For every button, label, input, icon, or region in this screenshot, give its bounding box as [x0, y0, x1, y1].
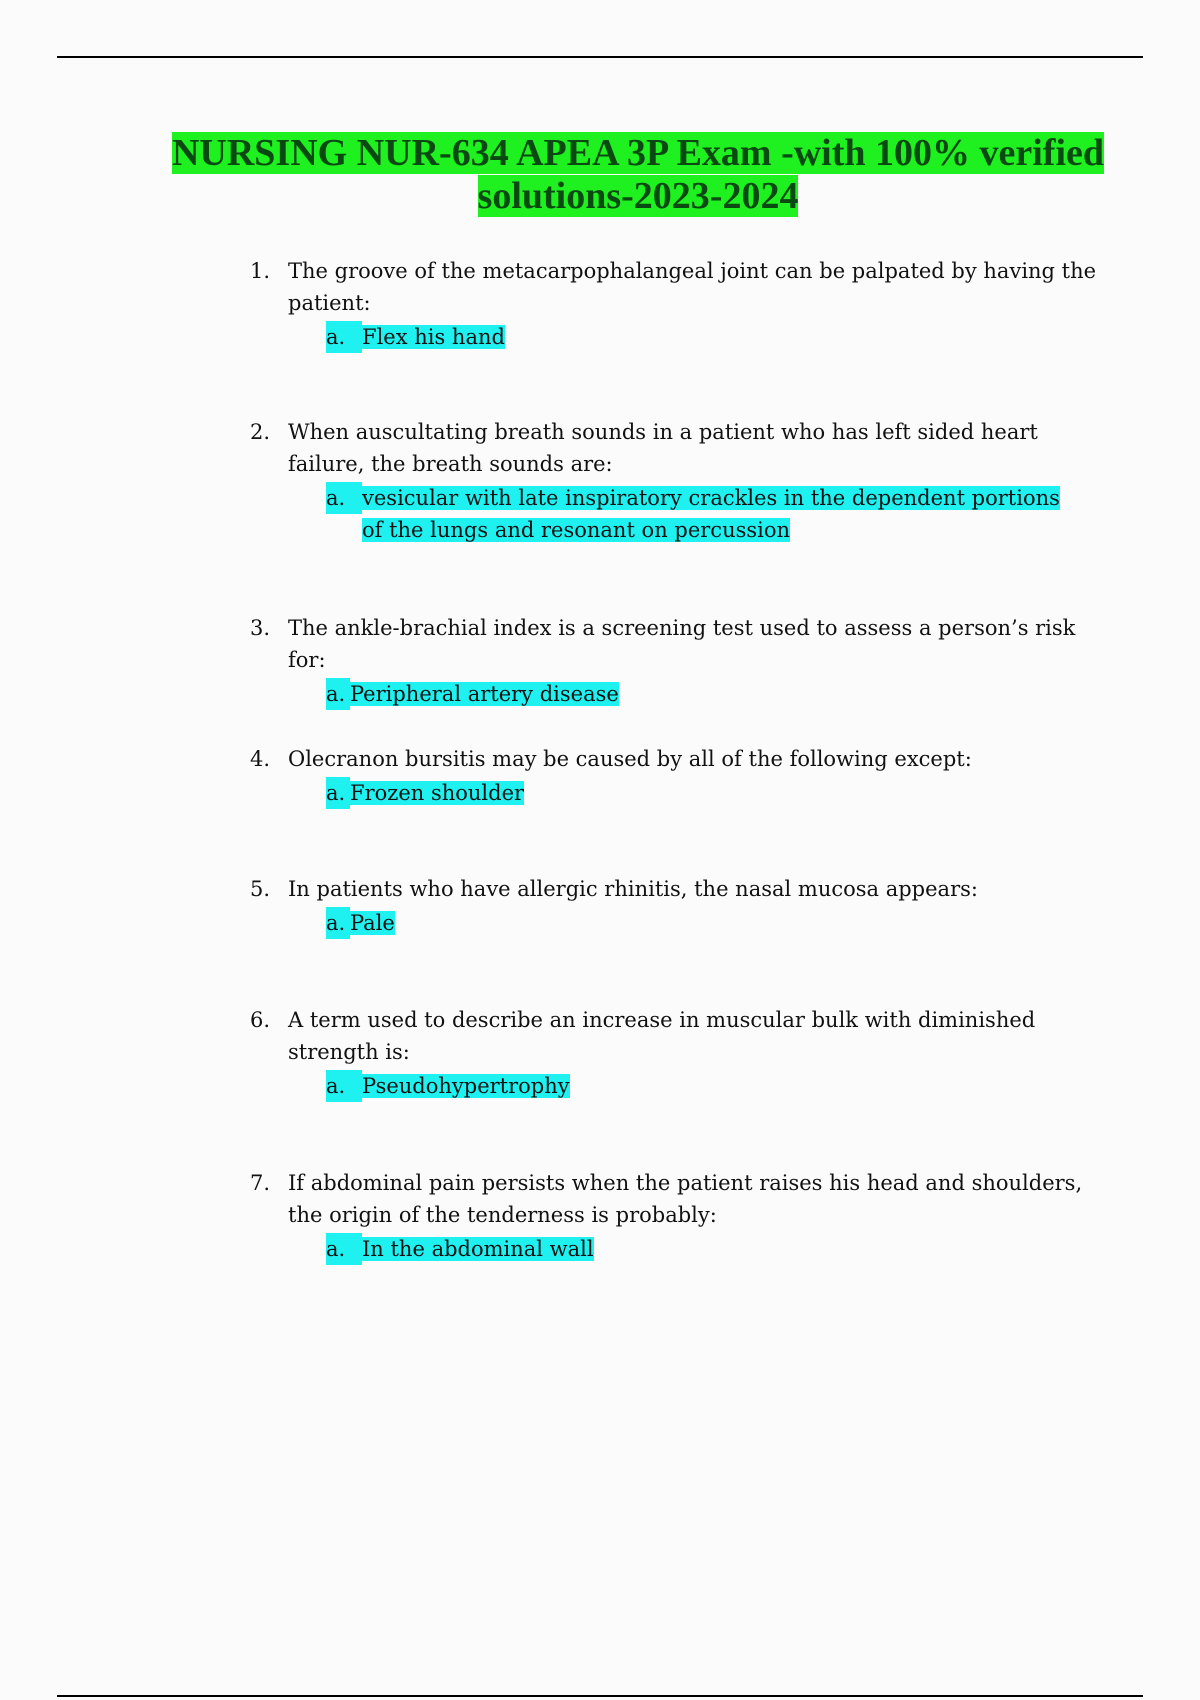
question-number: 1. [250, 259, 271, 283]
question-6 [250, 1004, 1100, 1102]
answer-text: In the abdominal wall [362, 1237, 594, 1261]
answer [326, 678, 1100, 710]
bottom-rule [57, 1695, 1143, 1697]
question-text: When auscultating breath sounds in a patient who has left sided heart failure, the breath sounds are: [288, 420, 1038, 476]
question-number: 6. [250, 1008, 271, 1032]
question-4 [250, 743, 1100, 809]
answer-letter: a. [326, 678, 350, 710]
answer-letter: a. [326, 777, 350, 809]
document-title [150, 132, 1126, 218]
answer-text: Pale [350, 911, 395, 935]
question-1 [250, 255, 1100, 353]
question-2 [250, 416, 1100, 546]
answer-text: Peripheral artery disease [350, 682, 619, 706]
question-number: 7. [250, 1171, 271, 1195]
question-number: 3. [250, 616, 271, 640]
question-text: The ankle-brachial index is a screening test used to assess a person’s risk for: [288, 616, 1076, 672]
answer-letter: a. [326, 907, 350, 939]
question-5 [250, 873, 1100, 939]
question-text: If abdominal pain persists when the patient raises his head and shoulders, the origin of the tenderness is probably: [288, 1171, 1083, 1227]
answer [326, 907, 1100, 939]
answer-text: vesicular with late inspiratory crackles in the dependent portions of the lungs and resonant on percussion [362, 486, 1060, 542]
answer-text: Flex his hand [362, 325, 505, 349]
answer [326, 482, 1067, 546]
question-number: 5. [250, 877, 271, 901]
top-rule [57, 56, 1143, 58]
question-7 [250, 1167, 1100, 1265]
answer-letter: a. [326, 321, 362, 353]
question-number: 2. [250, 420, 271, 444]
answer-letter: a. [326, 482, 362, 514]
question-text: Olecranon bursitis may be caused by all of the following except: [288, 747, 972, 771]
answer [326, 777, 1100, 809]
answer [326, 321, 1100, 353]
answer-letter: a. [326, 1070, 362, 1102]
question-text: In patients who have allergic rhinitis, the nasal mucosa appears: [288, 877, 978, 901]
question-3 [250, 612, 1100, 710]
answer [326, 1233, 1100, 1265]
answer-text: Frozen shoulder [350, 781, 525, 805]
question-text: A term used to describe an increase in muscular bulk with diminished strength is: [288, 1008, 1036, 1064]
answer-letter: a. [326, 1233, 362, 1265]
question-text: The groove of the metacarpophalangeal joint can be palpated by having the patient: [288, 259, 1097, 315]
answer [326, 1070, 1100, 1102]
question-number: 4. [250, 747, 271, 771]
title-text: NURSING NUR-634 APEA 3P Exam -with 100% verified solutions-2023-2024 [171, 132, 1105, 217]
answer-text: Pseudohypertrophy [362, 1074, 570, 1098]
